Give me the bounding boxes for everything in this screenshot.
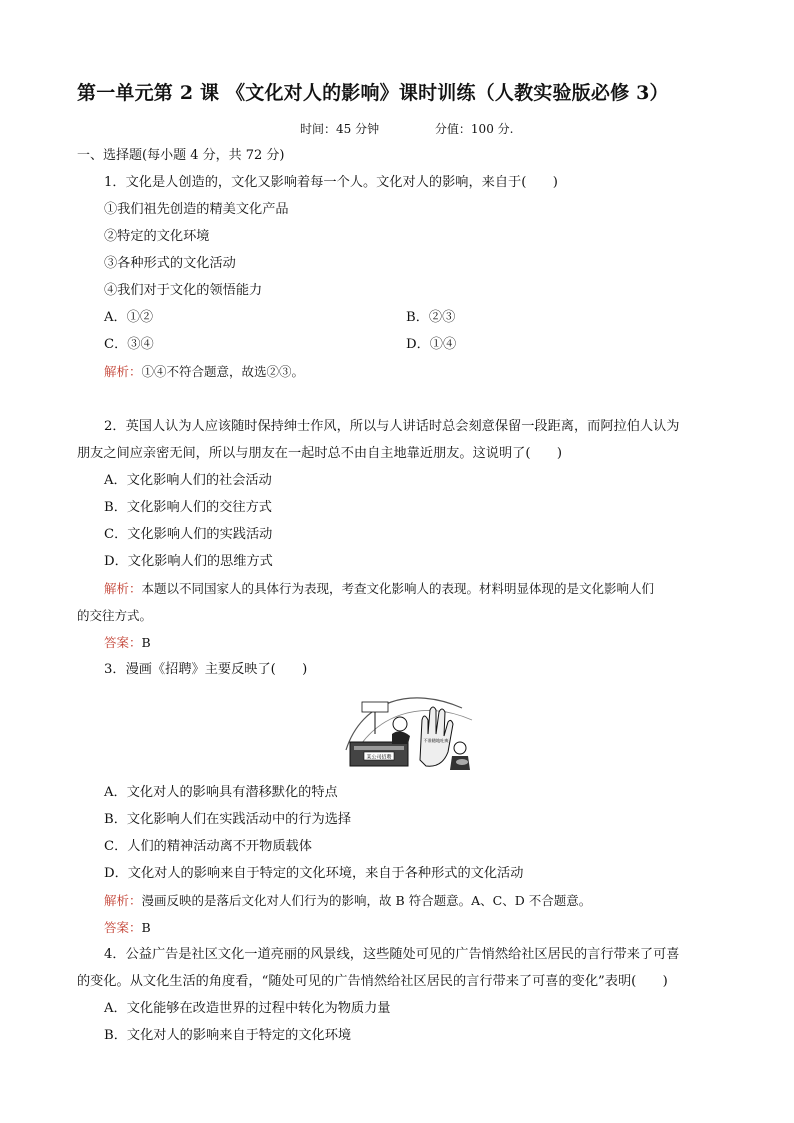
q2-option-a: A．文化影响人们的社会活动: [104, 473, 272, 488]
q3-option-a: A．文化对人的影响具有潜移默化的特点: [104, 785, 338, 800]
q3-answer: [104, 918, 718, 938]
q1-stem: 1．文化是人创造的，文化又影响着每一个人。文化对人的影响，来自于( ): [104, 175, 558, 190]
analysis-text: 漫画反映的是落后文化对人们行为的影响，故 B 符合题意。A、C、D 不合题意。: [141, 893, 592, 908]
q3-stem: 3．漫画《招聘》主要反映了( ): [104, 662, 308, 677]
q2-analysis-line-1: [104, 579, 718, 599]
q2-stem-line-2: 朋友之间应亲密无间，所以与朋友在一起时总不由自主地靠近朋友。这说明了( ): [77, 446, 563, 461]
q1-item-1: ①我们祖先创造的精美文化产品: [104, 202, 289, 217]
q1-item-3: ③各种形式的文化活动: [104, 256, 236, 271]
q2-answer: [104, 633, 718, 653]
recruitment-cartoon: [342, 690, 478, 776]
page-title: 第一单元第 2 课 《文化对人的影响》课时训练（人教实验版必修 3）: [77, 82, 669, 104]
analysis-label: 解析：: [104, 364, 142, 379]
time-limit: 时间：45 分钟: [300, 122, 380, 136]
q1-options-row-1: [104, 308, 718, 328]
answer-label: 答案：: [104, 920, 142, 935]
q1-analysis: [104, 362, 718, 382]
q1-options-row-2: [104, 335, 718, 355]
analysis-label: 解析：: [104, 893, 142, 908]
q3-option-c: C．人们的精神活动离不开物质载体: [104, 839, 312, 854]
q3-option-d: D．文化对人的影响来自于特定的文化环境，来自于各种形式的文化活动: [104, 866, 524, 881]
exam-meta: [300, 120, 513, 137]
total-score: 分值：100 分.: [434, 122, 514, 136]
analysis-label: 解析：: [104, 581, 142, 596]
q1-option-b: B．②③: [406, 310, 456, 325]
hand-text: 不准随地吐痰: [423, 738, 449, 743]
q2-stem-line-1: 2．英国人认为人应该随时保持绅士作风，所以与人讲话时总会刻意保留一段距离，而阿拉伯人认为: [104, 419, 680, 434]
answer-value: B: [141, 920, 151, 935]
q2-option-d: D．文化影响人们的思维方式: [104, 554, 273, 569]
q1-option-a: A．①②: [104, 310, 154, 325]
q2-analysis-line-2: 的交往方式。: [77, 608, 153, 623]
q1-item-4: ④我们对于文化的领悟能力: [104, 283, 263, 298]
analysis-text: ①④不符合题意，故选②③。: [141, 364, 305, 379]
section-heading: 一、选择题(每小题 4 分，共 72 分): [77, 148, 285, 163]
q4-stem-line-2: 的变化。从文化生活的角度看，“随处可见的广告悄然给社区居民的言行带来了可喜的变化”表明( ): [77, 974, 668, 989]
q1-option-d: D．①④: [406, 337, 457, 352]
analysis-text: 本题以不同国家人的具体行为表现，考查文化影响人的表现。材料明显体现的是文化影响人们: [141, 581, 655, 596]
q4-option-b: B．文化对人的影响来自于特定的文化环境: [104, 1028, 352, 1043]
q1-option-c: C．③④: [104, 337, 154, 352]
q4-option-a: A．文化能够在改造世界的过程中转化为物质力量: [104, 1001, 391, 1016]
q2-option-c: C．文化影响人们的实践活动: [104, 527, 273, 542]
q1-item-2: ②特定的文化环境: [104, 229, 210, 244]
q3-analysis: [104, 891, 718, 911]
answer-label: 答案：: [104, 635, 142, 650]
recruit-sign-text: 某公司招聘: [366, 754, 392, 761]
q4-stem-line-1: 4．公益广告是社区文化一道亮丽的风景线，这些随处可见的广告悄然给社区居民的言行带来了可喜: [104, 947, 680, 962]
q3-option-b: B．文化影响人们在实践活动中的行为选择: [104, 812, 352, 827]
q2-option-b: B．文化影响人们的交往方式: [104, 500, 272, 515]
answer-value: B: [141, 635, 151, 650]
